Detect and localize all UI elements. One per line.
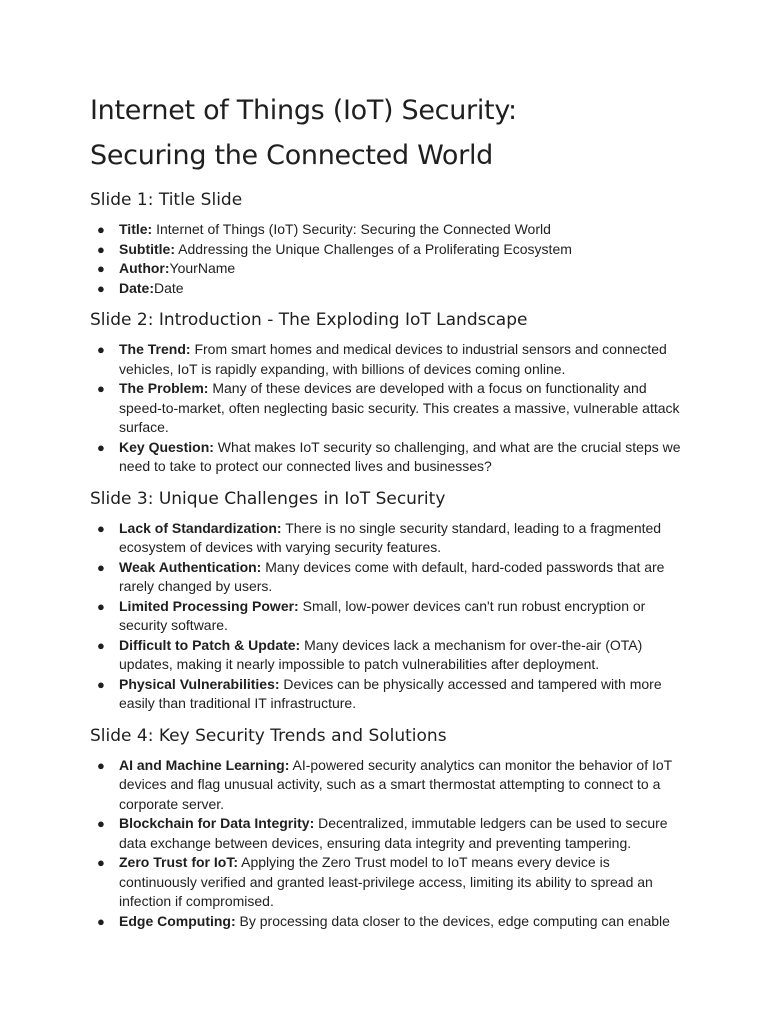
item-text: What makes IoT security so challenging, and what are the crucial steps we need to take to protect our connected lives and businesses? <box>119 438 681 474</box>
slide-1-section <box>90 188 690 298</box>
list-item <box>90 675 690 714</box>
bullet-icon: ● <box>97 676 105 692</box>
list-item <box>90 279 690 299</box>
list-item <box>90 240 690 260</box>
document-title <box>90 88 690 178</box>
item-text: From smart homes and medical devices to industrial sensors and connected vehicles, IoT is rapidly expanding, with billions of devices coming online. <box>119 341 667 377</box>
item-text: Devices can be physically accessed and tampered with more easily than traditional IT infrastructure. <box>119 675 662 711</box>
bullet-list <box>90 756 690 932</box>
slide-3-section <box>90 487 690 714</box>
item-text: Decentralized, immutable ledgers can be used to secure data exchange between devices, ensuring data integrity and preventing tampering. <box>119 815 668 851</box>
bullet-icon: ● <box>97 381 105 396</box>
item-text: Internet of Things (IoT) Security: Securing the Connected World <box>152 221 551 237</box>
item-label: Edge Computing: <box>119 912 236 929</box>
item-label: Lack of Standardization: <box>119 519 282 536</box>
list-item <box>90 756 690 815</box>
item-label: Date: <box>119 279 155 296</box>
item-text: Date <box>154 279 184 296</box>
item-text: There is no single security standard, leading to a fragmented ecosystem of devices with varying security features. <box>119 519 662 555</box>
slide-heading: Slide 4: Key Security Trends and Solutions <box>90 725 447 746</box>
item-text: Many devices come with default, hard-coded passwords that are rarely changed by users. <box>119 558 665 594</box>
item-label: The Trend: <box>119 341 191 357</box>
item-text: Addressing the Unique Challenges of a Proliferating Ecosystem <box>175 240 572 257</box>
list-item <box>90 259 690 279</box>
bullet-icon: ● <box>97 816 105 831</box>
list-item <box>90 379 690 438</box>
bullet-icon: ● <box>97 439 105 455</box>
bullet-icon: ● <box>97 559 105 575</box>
bullet-icon: ● <box>97 222 105 237</box>
slide-heading: Slide 1: Title Slide <box>90 190 243 210</box>
item-label: Subtitle: <box>119 240 175 257</box>
list-item <box>90 558 690 597</box>
bullet-icon: ● <box>97 855 105 870</box>
item-label: Difficult to Patch & Update: <box>119 636 301 653</box>
item-text: Many devices lack a mechanism for over-the-air (OTA) updates, making it nearly impossible to patch vulnerabilities after deployment. <box>119 636 643 672</box>
list-item <box>90 438 690 477</box>
list-item <box>90 597 690 636</box>
item-text: Many of these devices are developed with a focus on functionality and speed-to-market, often neglecting basic security. This creates a massive, vulnerable attack surface. <box>119 380 680 435</box>
item-label: Weak Authentication: <box>119 558 262 575</box>
bullet-icon: ● <box>97 342 105 357</box>
item-text: AI-powered security analytics can monitor the behavior of IoT devices and flag unusual activity, such as a smart thermostat attempting to connect to a corporate server. <box>119 756 672 812</box>
document-title-line-2: Securing the Connected World <box>90 140 493 171</box>
list-item <box>90 636 690 675</box>
bullet-list <box>90 340 690 477</box>
slide-4-section <box>90 724 690 932</box>
bullet-icon: ● <box>97 913 105 929</box>
bullet-icon: ● <box>97 261 105 276</box>
bullet-icon: ● <box>97 637 105 653</box>
list-item <box>90 519 690 558</box>
item-label: Key Question: <box>119 438 214 455</box>
bullet-icon: ● <box>97 598 105 614</box>
item-label: Physical Vulnerabilities: <box>119 675 280 692</box>
item-label: Limited Processing Power: <box>119 597 299 614</box>
bullet-icon: ● <box>97 241 105 257</box>
list-item <box>90 220 690 240</box>
item-label: Zero Trust for IoT: <box>119 854 238 870</box>
bullet-icon: ● <box>97 280 105 296</box>
bullet-list <box>90 220 690 298</box>
item-text: By processing data closer to the devices, edge computing can enable <box>235 912 670 929</box>
document-page <box>90 88 690 941</box>
item-label: The Problem: <box>119 380 209 396</box>
slide-2-section <box>90 308 690 477</box>
bullet-icon: ● <box>97 757 105 773</box>
list-item <box>90 814 690 853</box>
list-item <box>90 853 690 912</box>
bullet-icon: ● <box>97 520 105 536</box>
item-label: Blockchain for Data Integrity: <box>119 815 315 831</box>
list-item <box>90 912 690 932</box>
document-title-line-1: Internet of Things (IoT) Security: <box>90 95 517 126</box>
item-label: Title: <box>119 221 153 237</box>
bullet-list <box>90 519 690 714</box>
slide-heading: Slide 2: Introduction - The Exploding IoT Landscape <box>90 310 528 330</box>
slide-heading: Slide 3: Unique Challenges in IoT Security <box>90 488 446 509</box>
item-text: Small, low-power devices can't run robust encryption or security software. <box>119 597 646 633</box>
item-text: YourName <box>169 260 236 276</box>
list-item <box>90 340 690 379</box>
item-label: AI and Machine Learning: <box>119 756 290 773</box>
item-label: Author: <box>119 260 170 276</box>
item-text: Applying the Zero Trust model to IoT means every device is continuously verified and granted least-privilege access, limiting its ability to spread an infection if compromised. <box>119 854 653 909</box>
